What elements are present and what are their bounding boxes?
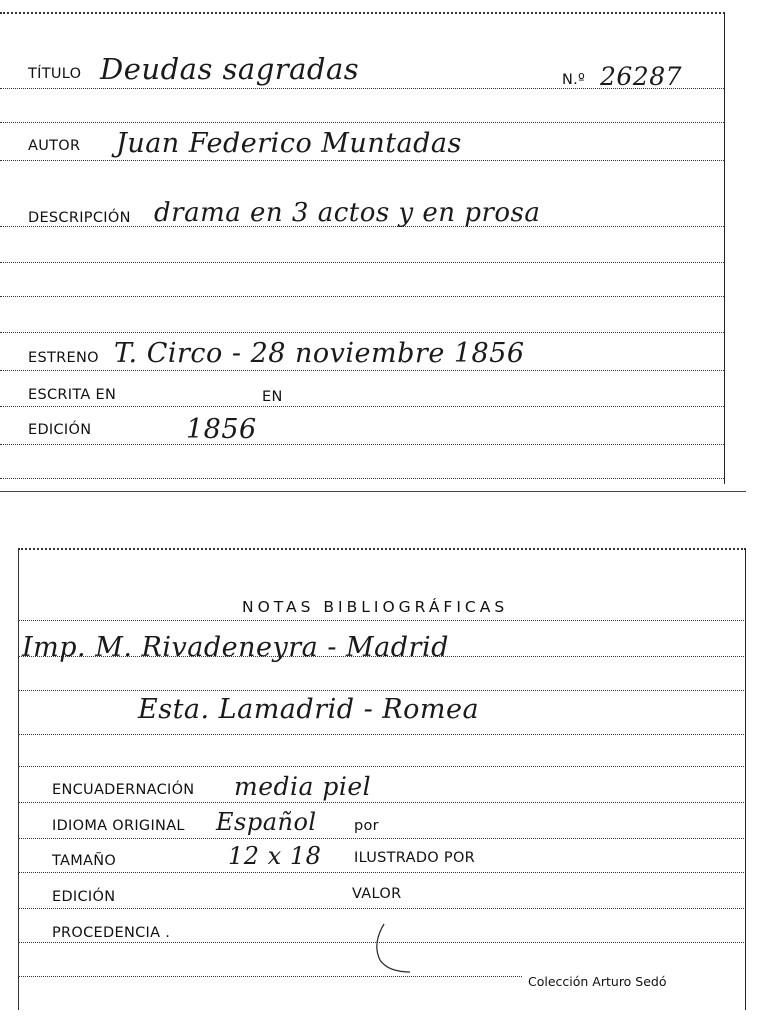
numero-label: N.º <box>562 72 586 88</box>
autor-value: Juan Federico Muntadas <box>116 128 462 159</box>
ruled-line <box>0 406 724 407</box>
ilustrado-por-label: ILUSTRADO POR <box>354 850 476 866</box>
ruled-line <box>18 690 744 691</box>
procedencia-label: PROCEDENCIA . <box>52 925 171 941</box>
ruled-line <box>18 838 744 839</box>
idioma-original-value: Español <box>216 808 317 836</box>
edicion-label: EDICIÓN <box>28 422 92 438</box>
ruled-line <box>0 122 724 123</box>
ruled-line <box>0 478 724 479</box>
coleccion-footer: Colección Arturo Sedó <box>528 974 667 989</box>
ruled-line <box>0 444 724 445</box>
descripcion-label: DESCRIPCIÓN <box>28 210 131 226</box>
titulo-value: Deudas sagradas <box>100 52 360 86</box>
estreno-label: ESTRENO <box>28 350 99 366</box>
escrita-en-label: ESCRITA EN <box>28 387 117 403</box>
ruled-line <box>18 620 744 621</box>
tamano-value: 12 x 18 <box>228 842 322 870</box>
edicion-value: 1856 <box>186 414 257 445</box>
por-label: por <box>354 818 379 834</box>
idioma-original-label: IDIOMA ORIGINAL <box>52 818 185 834</box>
card-separator <box>0 491 746 492</box>
descripcion-value: drama en 3 actos y en prosa <box>154 198 541 228</box>
estreno-value: T. Circo - 28 noviembre 1856 <box>114 338 525 369</box>
edicion-label-bottom: EDICIÓN <box>52 889 116 905</box>
en-label: EN <box>262 389 283 405</box>
pen-stroke-mark <box>370 920 430 976</box>
erasure-mark <box>316 404 368 405</box>
ruled-line <box>0 160 724 161</box>
tamano-label: TAMAÑO <box>52 853 117 869</box>
ruled-line <box>18 802 744 803</box>
ruled-line <box>0 296 724 297</box>
ruled-line <box>18 908 744 909</box>
titulo-label: TÍTULO <box>28 66 82 82</box>
ruled-line <box>18 872 744 873</box>
note-line-2: Esta. Lamadrid - Romea <box>138 694 480 725</box>
ruled-line <box>18 766 744 767</box>
encuadernacion-label: ENCUADERNACIÓN <box>52 782 195 798</box>
encuadernacion-value: media piel <box>234 772 372 801</box>
valor-label: VALOR <box>352 886 402 902</box>
ruled-line <box>0 262 724 263</box>
autor-label: AUTOR <box>28 138 81 154</box>
numero-value: 26287 <box>600 62 683 91</box>
ruled-line <box>0 332 724 333</box>
ruled-line <box>18 976 522 977</box>
ruled-line <box>0 370 724 371</box>
notas-bibliograficas-title: NOTAS BIBLIOGRÁFICAS <box>242 598 509 616</box>
ruled-line <box>18 734 744 735</box>
note-line-1: Imp. M. Rivadeneyra - Madrid <box>22 632 449 663</box>
